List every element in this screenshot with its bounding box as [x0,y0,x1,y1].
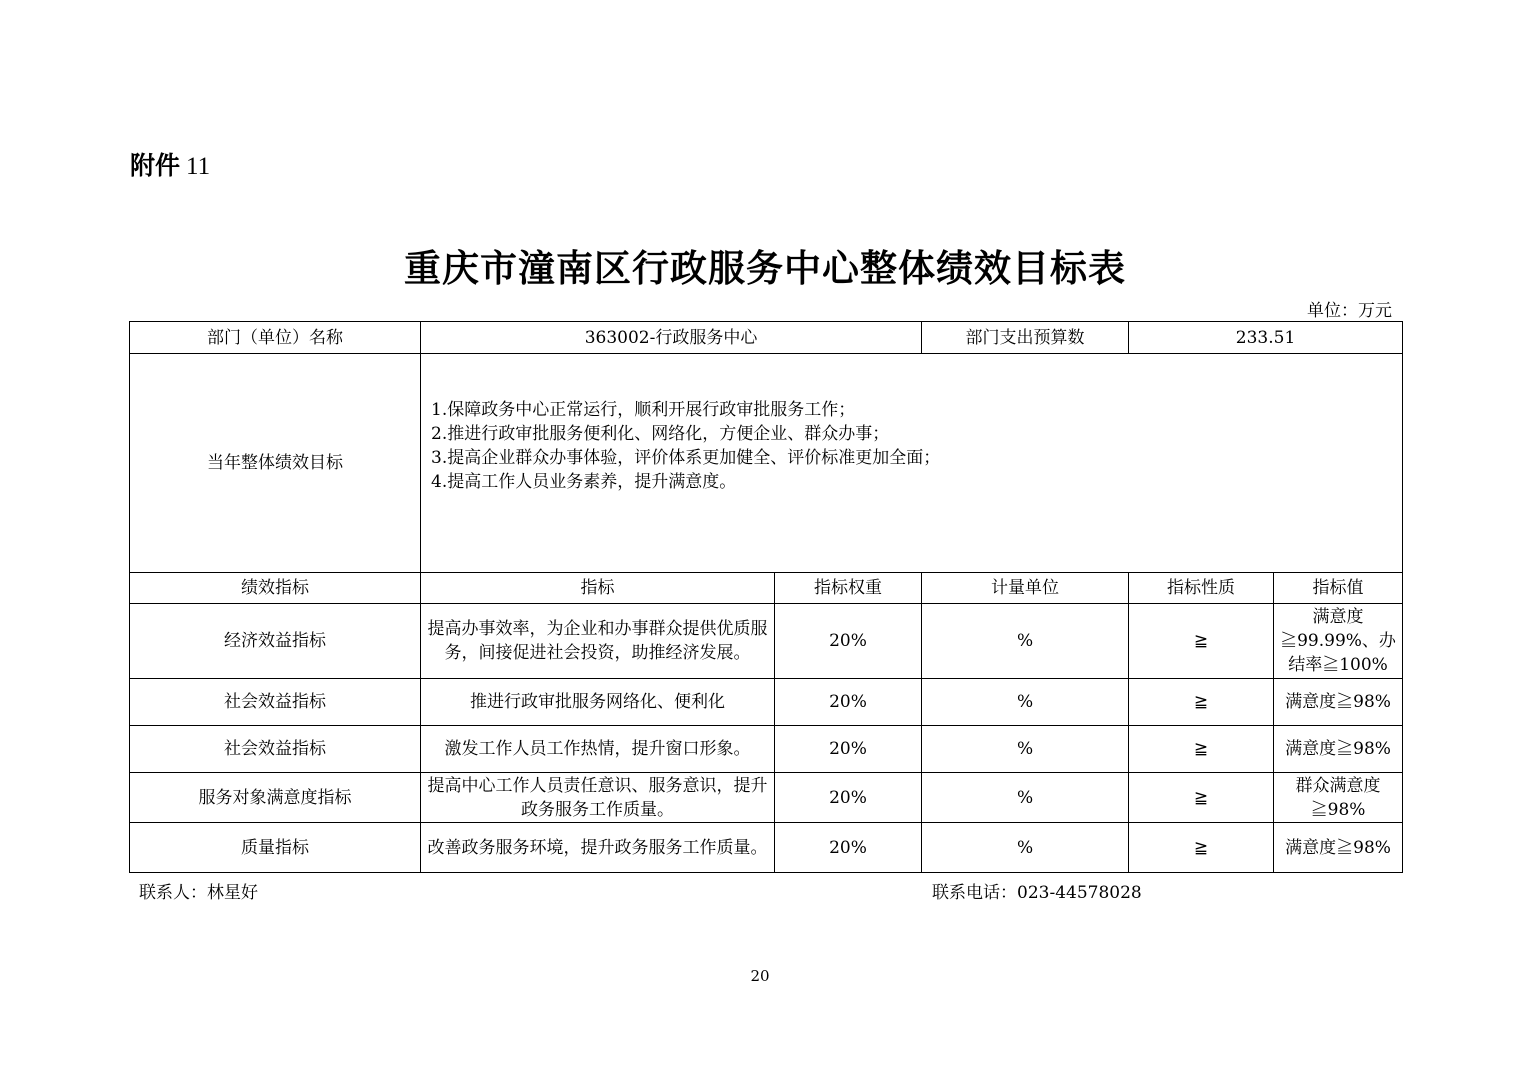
weight-cell: 20% [775,773,922,823]
dept-name-label: 部门（单位）名称 [130,322,421,354]
header-cell: 指标 [421,573,775,604]
document-title: 重庆市潼南区行政服务中心整体绩效目标表 [404,246,1126,290]
header-row [130,573,1403,604]
goals-label: 当年整体绩效目标 [130,354,421,573]
unit-cell: % [922,726,1129,773]
weight-cell: 20% [775,823,922,873]
unit-cell: % [922,679,1129,726]
value-cell: 群众满意度≧98% [1274,773,1403,823]
category-cell: 社会效益指标 [130,726,421,773]
weight-cell: 20% [775,726,922,773]
attachment-label [130,146,210,182]
nature-cell: ≧ [1129,604,1274,679]
header-cell: 指标值 [1274,573,1403,604]
indicator-cell: 推进行政审批服务网络化、便利化 [421,679,775,726]
dept-name-value: 363002-行政服务中心 [421,322,922,354]
table-row [130,823,1403,873]
table-row [130,726,1403,773]
table-row [130,679,1403,726]
attachment-number: 11 [186,153,211,180]
table-row [130,773,1403,823]
goal-item: 2.推进行政审批服务便利化、网络化，方便企业、群众办事； [431,424,890,444]
indicator-cell: 提高办事效率，为企业和办事群众提供优质服务，间接促进社会投资，助推经济发展。 [421,604,775,679]
value-cell: 满意度≧98% [1274,823,1403,873]
goals-row [130,354,1403,573]
goal-item: 4.提高工作人员业务素养，提升满意度。 [431,472,737,492]
contact-person: 联系人：林星好 [139,883,258,903]
value-cell: 满意度≧99.99%、办结率≧100% [1274,604,1403,679]
category-cell: 社会效益指标 [130,679,421,726]
attachment-text: 附件 [130,151,181,180]
value-cell: 满意度≧98% [1274,726,1403,773]
header-cell: 绩效指标 [130,573,421,604]
contact-phone: 联系电话：023-44578028 [932,883,1142,903]
nature-cell: ≧ [1129,726,1274,773]
nature-cell: ≧ [1129,773,1274,823]
dept-budget-value: 233.51 [1129,322,1403,354]
header-cell: 指标性质 [1129,573,1274,604]
category-cell: 质量指标 [130,823,421,873]
indicator-cell: 激发工作人员工作热情，提升窗口形象。 [421,726,775,773]
header-cell: 计量单位 [922,573,1129,604]
performance-table [129,321,1403,873]
goal-item: 3.提高企业群众办事体验，评价体系更加健全、评价标准更加全面； [431,448,941,468]
dept-row [130,322,1403,354]
indicator-cell: 提高中心工作人员责任意识、服务意识，提升政务服务工作质量。 [421,773,775,823]
unit-label: 单位：万元 [1307,301,1392,321]
weight-cell: 20% [775,679,922,726]
goal-item: 1.保障政务中心正常运行，顺利开展行政审批服务工作； [431,400,856,420]
indicator-cell: 改善政务服务环境，提升政务服务工作质量。 [421,823,775,873]
header-cell: 指标权重 [775,573,922,604]
unit-cell: % [922,773,1129,823]
page-number: 20 [750,967,770,985]
category-cell: 服务对象满意度指标 [130,773,421,823]
goals-content [421,354,1403,573]
value-cell: 满意度≧98% [1274,679,1403,726]
weight-cell: 20% [775,604,922,679]
table-row [130,604,1403,679]
nature-cell: ≧ [1129,679,1274,726]
unit-cell: % [922,823,1129,873]
unit-cell: % [922,604,1129,679]
dept-budget-label: 部门支出预算数 [922,322,1129,354]
nature-cell: ≧ [1129,823,1274,873]
category-cell: 经济效益指标 [130,604,421,679]
